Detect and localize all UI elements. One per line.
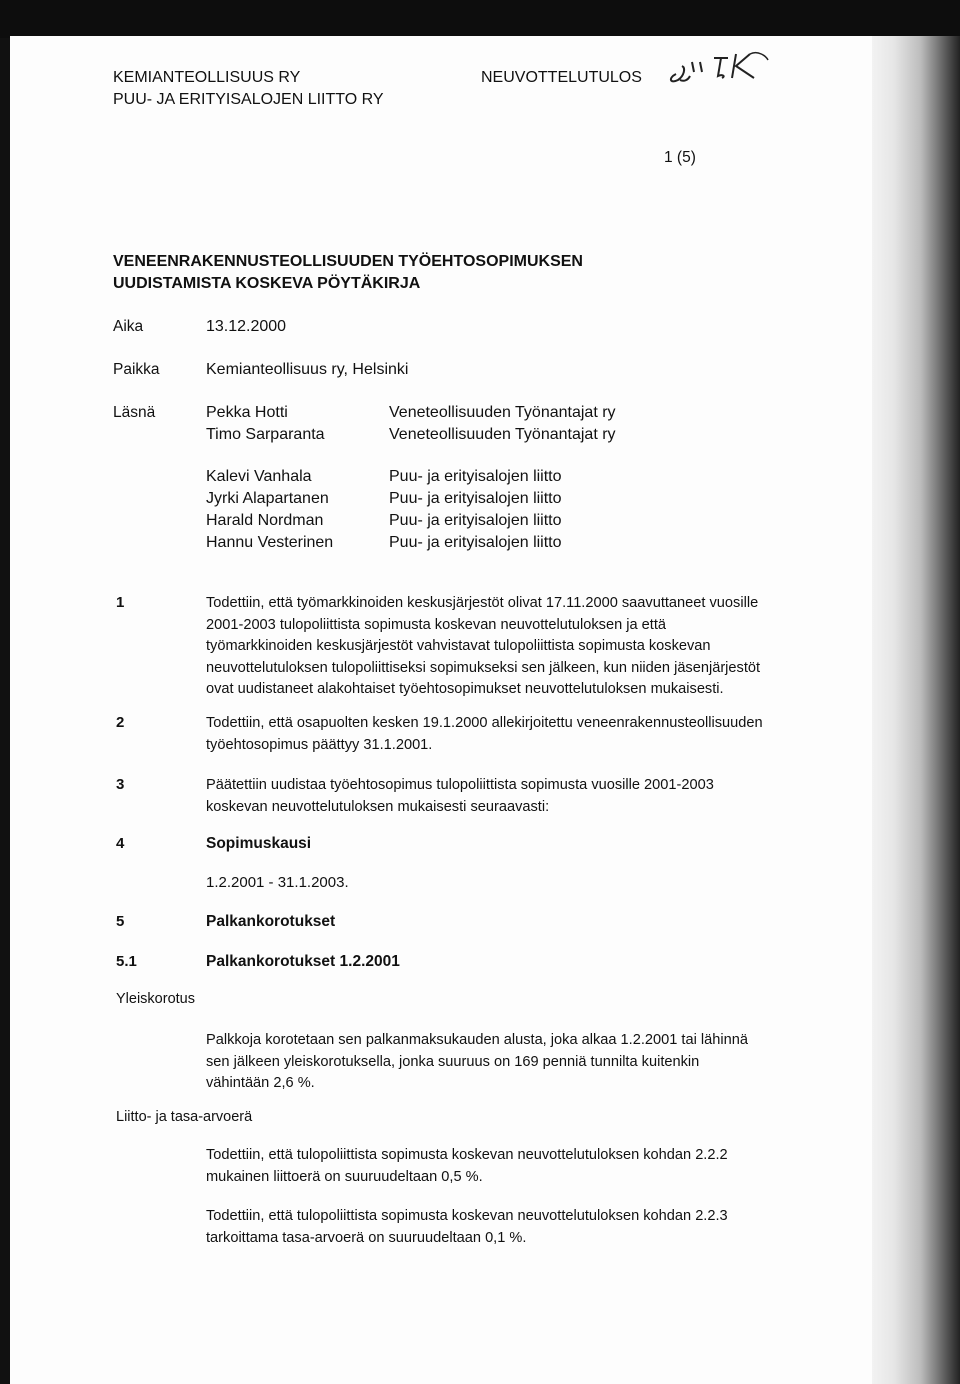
attendee-org: Puu- ja erityisalojen liitto	[389, 512, 562, 529]
text-line: Todettiin, että tulopoliittista sopimusta koskevan neuvottelutuloksen kohdan 2.2.2	[206, 1147, 728, 1163]
attendee-org: Puu- ja erityisalojen liitto	[389, 468, 562, 485]
scan-right-edge-shadow	[872, 36, 960, 1384]
attendee-org: Puu- ja erityisalojen liitto	[389, 490, 562, 507]
section-number: 2	[116, 714, 125, 731]
org-name-2: PUU- JA ERITYISALOJEN LIITTO RY	[113, 91, 384, 108]
attendee-name: Kalevi Vanhala	[206, 468, 312, 485]
text-line: Palkkoja korotetaan sen palkanmaksukauden alusta, joka alkaa 1.2.2001 tai lähinnä	[206, 1032, 748, 1048]
scan-top-border	[0, 0, 960, 38]
place-label: Paikka	[113, 361, 160, 378]
equality-pool-text	[206, 1206, 816, 1249]
section-2-text	[206, 713, 816, 756]
date-label: Aika	[113, 318, 144, 335]
text-line: Todettiin, että työmarkkinoiden keskusjärjestöt olivat 17.11.2000 saavuttaneet vuosille	[206, 595, 759, 611]
document-title-line-2: UUDISTAMISTA KOSKEVA PÖYTÄKIRJA	[113, 275, 421, 292]
section-heading: Palkankorotukset 1.2.2001	[206, 953, 400, 970]
section-heading: Sopimuskausi	[206, 835, 312, 852]
document-type: NEUVOTTELUTULOS	[481, 69, 642, 86]
attendee-name: Hannu Vesterinen	[206, 534, 334, 551]
margin-label-general-increase: Yleiskorotus	[116, 991, 195, 1007]
section-3-text	[206, 775, 816, 818]
margin-label-union-equality-pool: Liitto- ja tasa-arvoerä	[116, 1109, 253, 1125]
text-line: ovat uudistaneet alakohtaiset työehtosopimukset neuvottelutuloksen mukaisesti.	[206, 681, 724, 697]
section-1-text	[206, 593, 816, 701]
text-line: Todettiin, että osapuolten kesken 19.1.2000 allekirjoitettu veneenrakennusteollisuuden	[206, 715, 763, 731]
attendee-org: Puu- ja erityisalojen liitto	[389, 534, 562, 551]
section-heading: Palkankorotukset	[206, 913, 336, 930]
text-line: 2001-2003 tulopoliittista sopimusta koskevan neuvottelutuloksen ja että	[206, 616, 666, 633]
text-line: työmarkkinoiden keskusjärjestöt vahvistavat tulopoliittista sopimusta koskevan	[206, 638, 711, 654]
document-title-line-1: VENEENRAKENNUSTEOLLISUUDEN TYÖEHTOSOPIMUKSEN	[113, 253, 583, 270]
attendee-name: Timo Sarparanta	[206, 426, 325, 443]
attendee-name: Harald Nordman	[206, 512, 324, 529]
present-label: Läsnä	[113, 404, 156, 421]
text-line: sen jälkeen yleiskorotuksella, jonka suuruus on 169 penniä tunnilta kuitenkin	[206, 1053, 700, 1070]
text-line: mukainen liittoerä on suuruudeltaan 0,5 %.	[206, 1168, 483, 1185]
general-increase-text	[206, 1030, 816, 1095]
text-line: työehtosopimus päättyy 31.1.2001.	[206, 736, 433, 753]
attendee-name: Pekka Hotti	[206, 404, 288, 421]
org-name-1: KEMIANTEOLLISUUS RY	[113, 69, 301, 86]
union-pool-text	[206, 1145, 816, 1188]
text-line: neuvottelutuloksen tulopoliittiseksi sopimukseksi sen jälkeen, kun niiden jäsenjärjestöt	[206, 659, 761, 676]
section-number: 5.1	[116, 953, 137, 970]
page-number: 1 (5)	[664, 149, 696, 166]
place-value: Kemianteollisuus ry, Helsinki	[206, 361, 409, 378]
text-line: tarkoittama tasa-arvoerä on suuruudeltaan 0,1 %.	[206, 1229, 527, 1246]
section-number: 3	[116, 776, 125, 793]
handwritten-note-icon	[662, 44, 792, 94]
section-number: 1	[116, 594, 125, 611]
date-value: 13.12.2000	[206, 318, 287, 335]
attendee-org: Veneteollisuuden Työnantajat ry	[389, 426, 616, 443]
handwritten-note	[662, 44, 792, 99]
text-line: vähintään 2,6 %.	[206, 1075, 315, 1091]
text-line: Päätettiin uudistaa työehtosopimus tulopoliittista sopimusta vuosille 2001-2003	[206, 777, 714, 793]
text-line: koskevan neuvottelutuloksen mukaisesti seuraavasti:	[206, 798, 550, 815]
text-line: Todettiin, että tulopoliittista sopimusta koskevan neuvottelutuloksen kohdan 2.2.3	[206, 1208, 728, 1224]
section-number: 4	[116, 835, 125, 852]
attendee-name: Jyrki Alapartanen	[206, 490, 329, 507]
section-number: 5	[116, 913, 125, 930]
attendee-org: Veneteollisuuden Työnantajat ry	[389, 404, 616, 421]
agreement-period: 1.2.2001 - 31.1.2003.	[206, 874, 349, 891]
